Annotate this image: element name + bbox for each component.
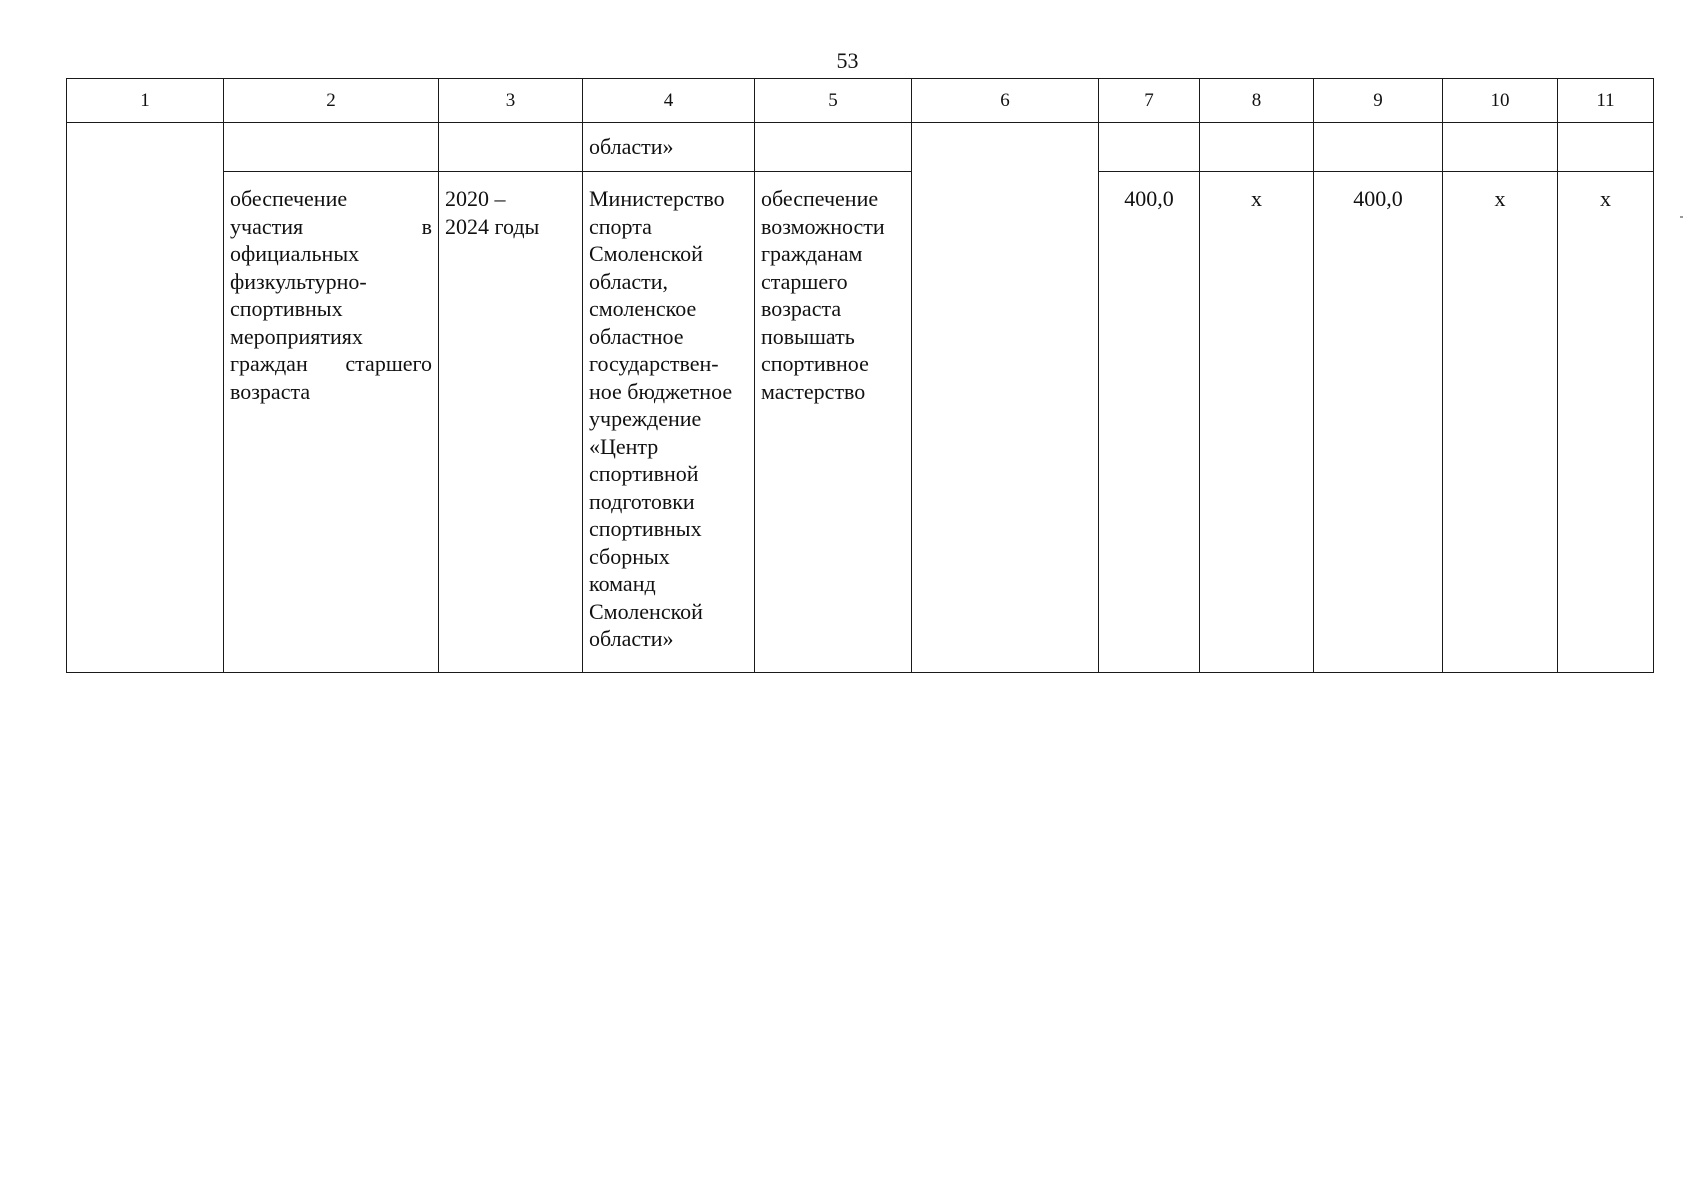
column-number-row xyxy=(67,79,1654,123)
cell-cont-col10 xyxy=(1443,123,1558,172)
expected-result-cell xyxy=(755,172,912,673)
column-number-7: 7 xyxy=(1099,79,1200,123)
executor-line: государствен- xyxy=(589,351,719,376)
activity-line: граждан старшего xyxy=(230,351,432,376)
executor-line: Смоленской xyxy=(589,598,703,624)
activity-row xyxy=(67,172,1654,673)
result-line: старшего xyxy=(761,268,848,294)
executor-line: ное бюджетное xyxy=(589,378,733,404)
column-number-6: 6 xyxy=(912,79,1099,123)
period-cell xyxy=(439,172,583,673)
period-line: 2020 – xyxy=(445,186,506,211)
column-number-2: 2 xyxy=(224,79,439,123)
cell-cont-col3 xyxy=(439,123,583,172)
executor-line: смоленское xyxy=(589,296,697,321)
executor-line: областное xyxy=(589,323,684,349)
column-number-9: 9 xyxy=(1314,79,1443,123)
activity-line: участия в xyxy=(230,213,432,239)
activity-line: возраста xyxy=(230,378,311,404)
amount-col10-cell: х xyxy=(1443,172,1558,673)
column-number-11: 11 xyxy=(1558,79,1654,123)
budget-table xyxy=(66,78,1654,673)
column-number-5: 5 xyxy=(755,79,912,123)
period-line: 2024 годы xyxy=(445,213,540,239)
executor-line: «Центр xyxy=(589,433,659,459)
executor-line: области» xyxy=(589,626,674,651)
cell-cont-col8 xyxy=(1200,123,1314,172)
executor-line: области, xyxy=(589,268,669,294)
activity-line: физкультурно- xyxy=(230,268,367,294)
activity-line: мероприятиях xyxy=(230,323,363,349)
result-line: возможности xyxy=(761,213,885,239)
cell-cont-col5 xyxy=(755,123,912,172)
amount-col11-cell: х xyxy=(1558,172,1654,673)
result-line: спортивное xyxy=(761,351,869,376)
executor-line: учреждение xyxy=(589,406,702,431)
executor-cell xyxy=(583,172,755,673)
column-number-8: 8 xyxy=(1200,79,1314,123)
executor-line: Министерство xyxy=(589,186,725,211)
column-number-3: 3 xyxy=(439,79,583,123)
activity-line: официальных xyxy=(230,241,360,266)
activity-line: спортивных xyxy=(230,296,343,321)
result-line: мастерство xyxy=(761,378,866,404)
executor-line: Смоленской xyxy=(589,241,703,266)
cell-cont-col9 xyxy=(1314,123,1443,172)
cell-cont-col7 xyxy=(1099,123,1200,172)
amount-col9-cell: 400,0 xyxy=(1314,172,1443,673)
executor-line: сборных xyxy=(589,543,670,569)
activity-line: обеспечение xyxy=(230,186,348,211)
cell-col1-empty xyxy=(67,123,224,673)
executor-line: спорта xyxy=(589,213,652,239)
column-number-10: 10 xyxy=(1443,79,1558,123)
amount-total-cell: 400,0 xyxy=(1099,172,1200,673)
activity-description-cell xyxy=(224,172,439,673)
result-line: гражданам xyxy=(761,241,863,266)
amount-col8-cell: х xyxy=(1200,172,1314,673)
cell-cont-col2 xyxy=(224,123,439,172)
result-line: обеспечение xyxy=(761,186,879,211)
scan-speck xyxy=(1680,216,1683,218)
column-number-1: 1 xyxy=(67,79,224,123)
result-line: повышать xyxy=(761,323,855,349)
column-number-4: 4 xyxy=(583,79,755,123)
cell-cont-col4: области» xyxy=(583,123,755,172)
executor-line: команд xyxy=(589,571,656,596)
continuation-row xyxy=(67,123,1654,172)
page-number: 53 xyxy=(836,48,859,73)
result-line: возраста xyxy=(761,296,842,321)
executor-line: подготовки xyxy=(589,488,695,514)
executor-line: спортивной xyxy=(589,461,699,486)
executor-line: спортивных xyxy=(589,516,702,541)
cell-cont-col11 xyxy=(1558,123,1654,172)
cell-col6-empty xyxy=(912,123,1099,673)
